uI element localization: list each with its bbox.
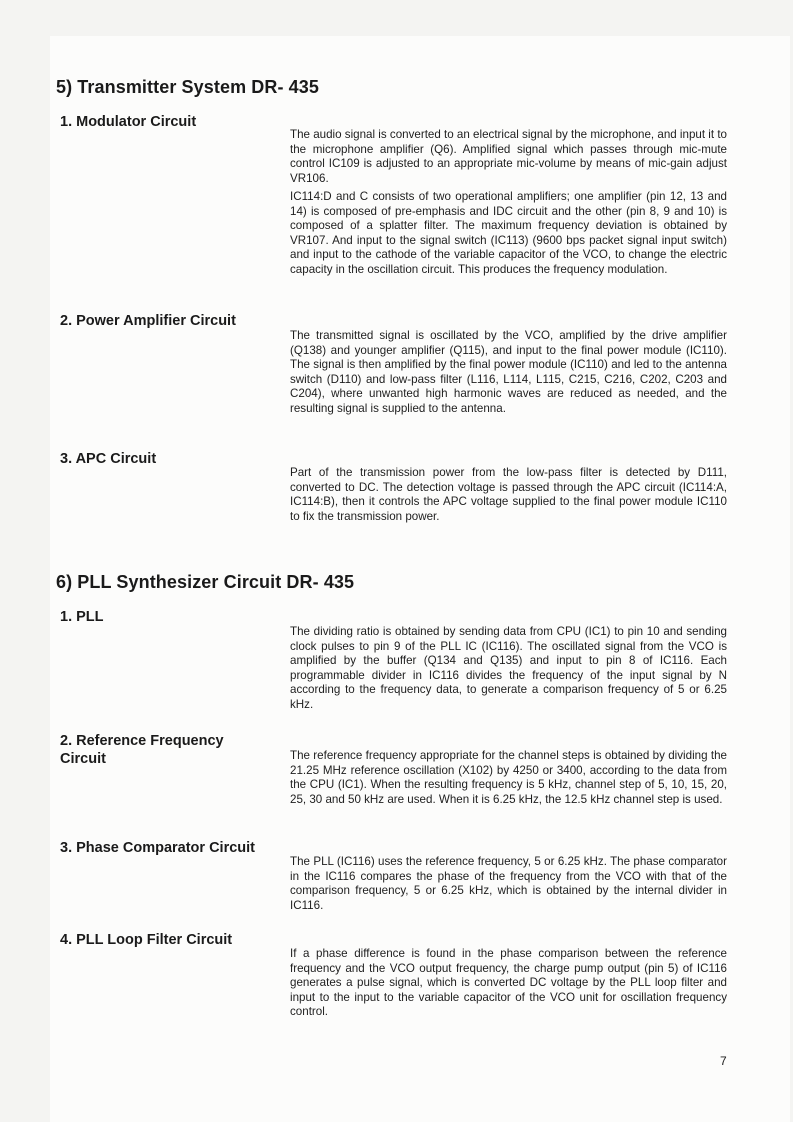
section-title-pll-synthesizer: 6) PLL Synthesizer Circuit DR- 435 <box>56 572 355 592</box>
subsection-title-modulator: 1. Modulator Circuit <box>60 114 197 130</box>
subsection-title-pll-loop-filter: 4. PLL Loop Filter Circuit <box>60 932 233 948</box>
reference-frequency-paragraph: The reference frequency appropriate for the channel steps is obtained by dividing the 21.25 MHz reference oscillation (X102) by 4250 or 3400, according to the data from the CPU (IC1). When the resulting frequency is 5 kHz, channel step of 5, 10, 15, 20, 25, 30 and 50 kHz are used. When it is 6.25 kHz, the 12.5 kHz channel step is used. <box>290 749 727 806</box>
phase-comparator-paragraph: The PLL (IC116) uses the reference frequency, 5 or 6.25 kHz. The phase comparator in the IC116 compares the phase of the frequency from the VCO with that of the comparison frequency, 5 or 6.25 kHz, which is obtained by the internal divider in IC116. <box>290 855 727 912</box>
modulator-paragraph-1: The audio signal is converted to an electrical signal by the microphone, and input it to the microphone amplifier (Q6). Amplified signal which passes through mic-mute control IC109 is adjusted to an appropriate mic-volume by means of mic-gain adjust VR106. <box>290 128 727 185</box>
reference-frequency-title-line-1: 2. Reference Frequency <box>60 733 224 749</box>
page-number: 7 <box>720 1054 727 1068</box>
subsection-title-pll: 1. PLL <box>60 609 104 625</box>
pll-loop-filter-paragraph: If a phase difference is found in the phase comparison between the reference frequency and the VCO output frequency, the charge pump output (pin 5) of IC116 generates a pulse signal, which is converted DC voltage by the PLL loop filter and input to the input to the variable capacitor of the VCO unit for oscillation frequency control. <box>290 947 727 1019</box>
section-title-transmitter: 5) Transmitter System DR- 435 <box>56 77 320 97</box>
subsection-title-power-amplifier: 2. Power Amplifier Circuit <box>60 313 236 329</box>
subsection-title-apc: 3. APC Circuit <box>60 451 157 467</box>
pll-paragraph: The dividing ratio is obtained by sending data from CPU (IC1) to pin 10 and sending clock pulses to pin 9 of the PLL IC (IC116). The oscillated signal from the VCO is amplified by the buffer (Q134 and Q135) and input to pin 8 of IC116. Each programmable divider in IC116 divides the frequency of the input signal by N according to the frequency data, to generate a comparison frequency of 5 or 6.25 kHz. <box>290 625 727 711</box>
power-amplifier-paragraph: The transmitted signal is oscillated by the VCO, amplified by the drive amplifier (Q138) and younger amplifier (Q115), and input to the final power module (IC110). The signal is then amplified by the final power module (IC110) and led to the antenna switch (D110) and low-pass filter (L116, L114, L115, C215, C216, C202, C203 and C204), where unwanted high harmonic waves are reduced as needed, and the resulting signal is supplied to the antenna. <box>290 329 727 415</box>
apc-paragraph: Part of the transmission power from the low-pass filter is detected by D111, converted to DC. The detection voltage is passed through the APC circuit (IC114:A, IC114:B), then it controls the APC voltage supplied to the final power module IC110 to fix the transmission power. <box>290 466 727 523</box>
subsection-title-reference-frequency <box>60 732 290 768</box>
reference-frequency-title-line-2: Circuit <box>60 751 106 767</box>
subsection-title-phase-comparator: 3. Phase Comparator Circuit <box>60 840 255 856</box>
modulator-paragraph-2: IC114:D and C consists of two operational amplifiers; one amplifier (pin 12, 13 and 14) is composed of pre-emphasis and IDC circuit and the other (pin 8, 9 and 10) is composed of a splatter filter. The maximum frequency deviation is obtained by VR107. And input to the signal switch (IC113) (9600 bps packet signal input switch) and input to the cathode of the variable capacitor of the VCO, to change the electric capacity in the oscillation circuit. This produces the frequency modulation. <box>290 190 727 276</box>
